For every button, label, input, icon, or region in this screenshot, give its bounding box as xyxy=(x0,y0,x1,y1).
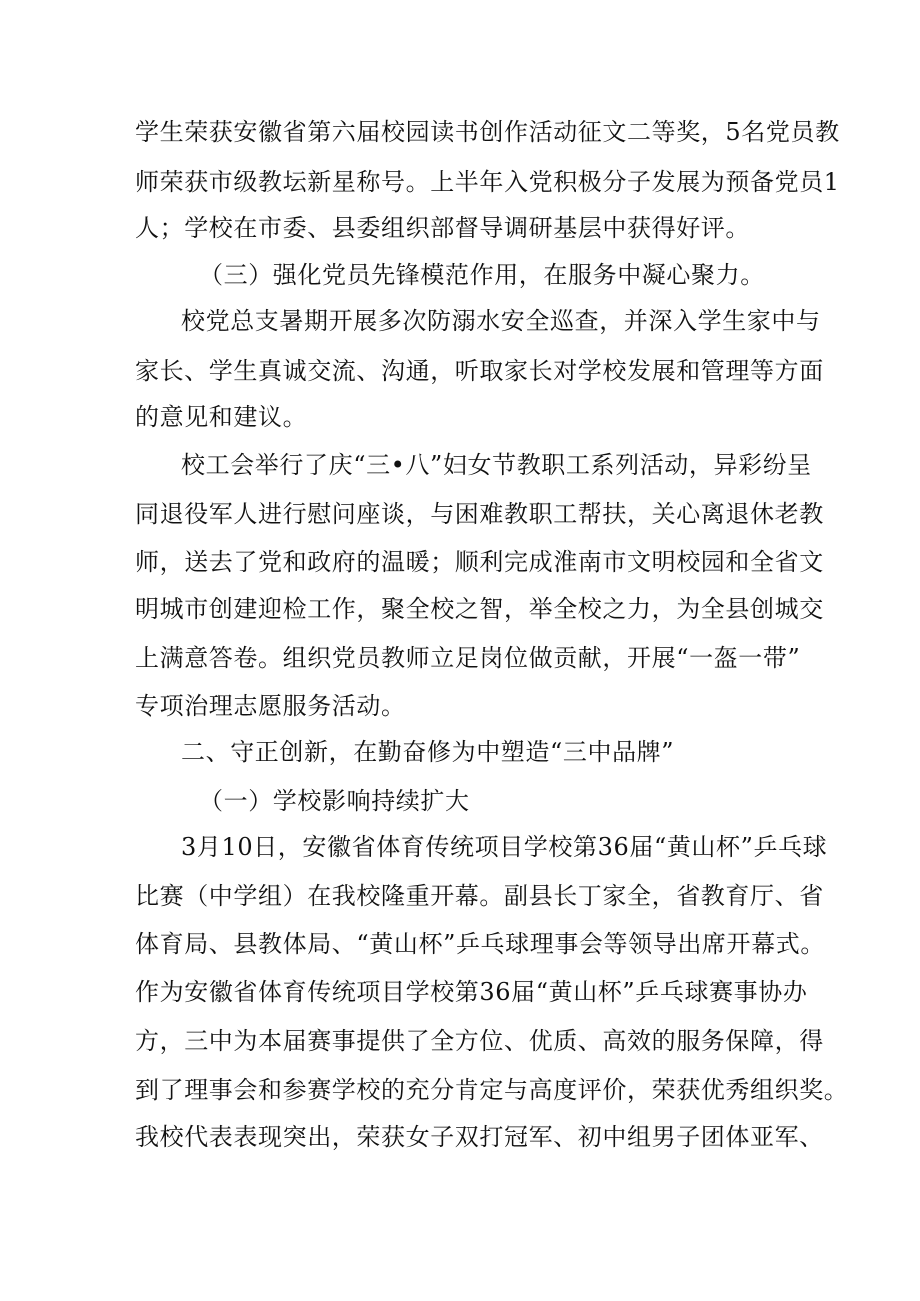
text-line: 我校代表表现突出，荣获女子双打冠军、初中组男子团体亚军、 xyxy=(135,1123,824,1151)
text-line: 作为安徽省体育传统项目学校第36届“黄山杯”乒乓球赛事协办 xyxy=(135,978,808,1006)
text-line: 到了理事会和参赛学校的充分肯定与高度评价，荣获优秀组织奖。 xyxy=(135,1076,849,1104)
text-line: 家长、学生真诚交流、沟通，听取家长对学校发展和管理等方面 xyxy=(135,357,824,385)
text-line: 校党总支暑期开展多次防溺水安全巡查，并深入学生家中与 xyxy=(181,307,821,335)
text-line: 学生荣获安徽省第六届校园读书创作活动征文二等奖，5名党员教 xyxy=(135,118,840,146)
text-line: 上满意答卷。组织党员教师立足岗位做贡献，开展“一盔一带” xyxy=(135,644,801,672)
section-heading: （三）强化党员先锋模范作用，在服务中凝心聚力。 xyxy=(199,261,765,289)
text-line: 校工会举行了庆“三•八”妇女节教职工系列活动，异彩纷呈 xyxy=(181,451,812,479)
text-line: 3月10日，安徽省体育传统项目学校第36届“黄山杯”乒乓球 xyxy=(181,833,828,861)
text-line: 人；学校在市委、县委组织部督导调研基层中获得好评。 xyxy=(135,214,750,242)
section-heading: 二、守正创新，在勤奋修为中塑造“三中品牌” xyxy=(181,738,675,766)
text-line: 的意见和建议。 xyxy=(135,403,308,431)
text-line: 明城市创建迎检工作，聚全校之智，举全校之力，为全县创城交 xyxy=(135,595,824,623)
subsection-heading: （一）学校影响持续扩大 xyxy=(199,787,470,815)
text-line: 师，送去了党和政府的温暖；顺利完成淮南市文明校园和全省文 xyxy=(135,548,824,576)
text-line: 专项治理志愿服务活动。 xyxy=(135,692,406,720)
text-line: 师荣获市级教坛新星称号。上半年入党积极分子发展为预备党员1 xyxy=(135,168,840,196)
text-line: 同退役军人进行慰问座谈，与困难教职工帮扶，关心离退休老教 xyxy=(135,500,824,528)
text-line: 方，三中为本届赛事提供了全方位、优质、高效的服务保障，得 xyxy=(135,1027,824,1055)
text-line: 比赛（中学组）在我校隆重开幕。副县长丁家全，省教育厅、省 xyxy=(135,882,824,910)
text-line: 体育局、县教体局、“黄山杯”乒乓球理事会等领导出席开幕式。 xyxy=(135,930,825,958)
